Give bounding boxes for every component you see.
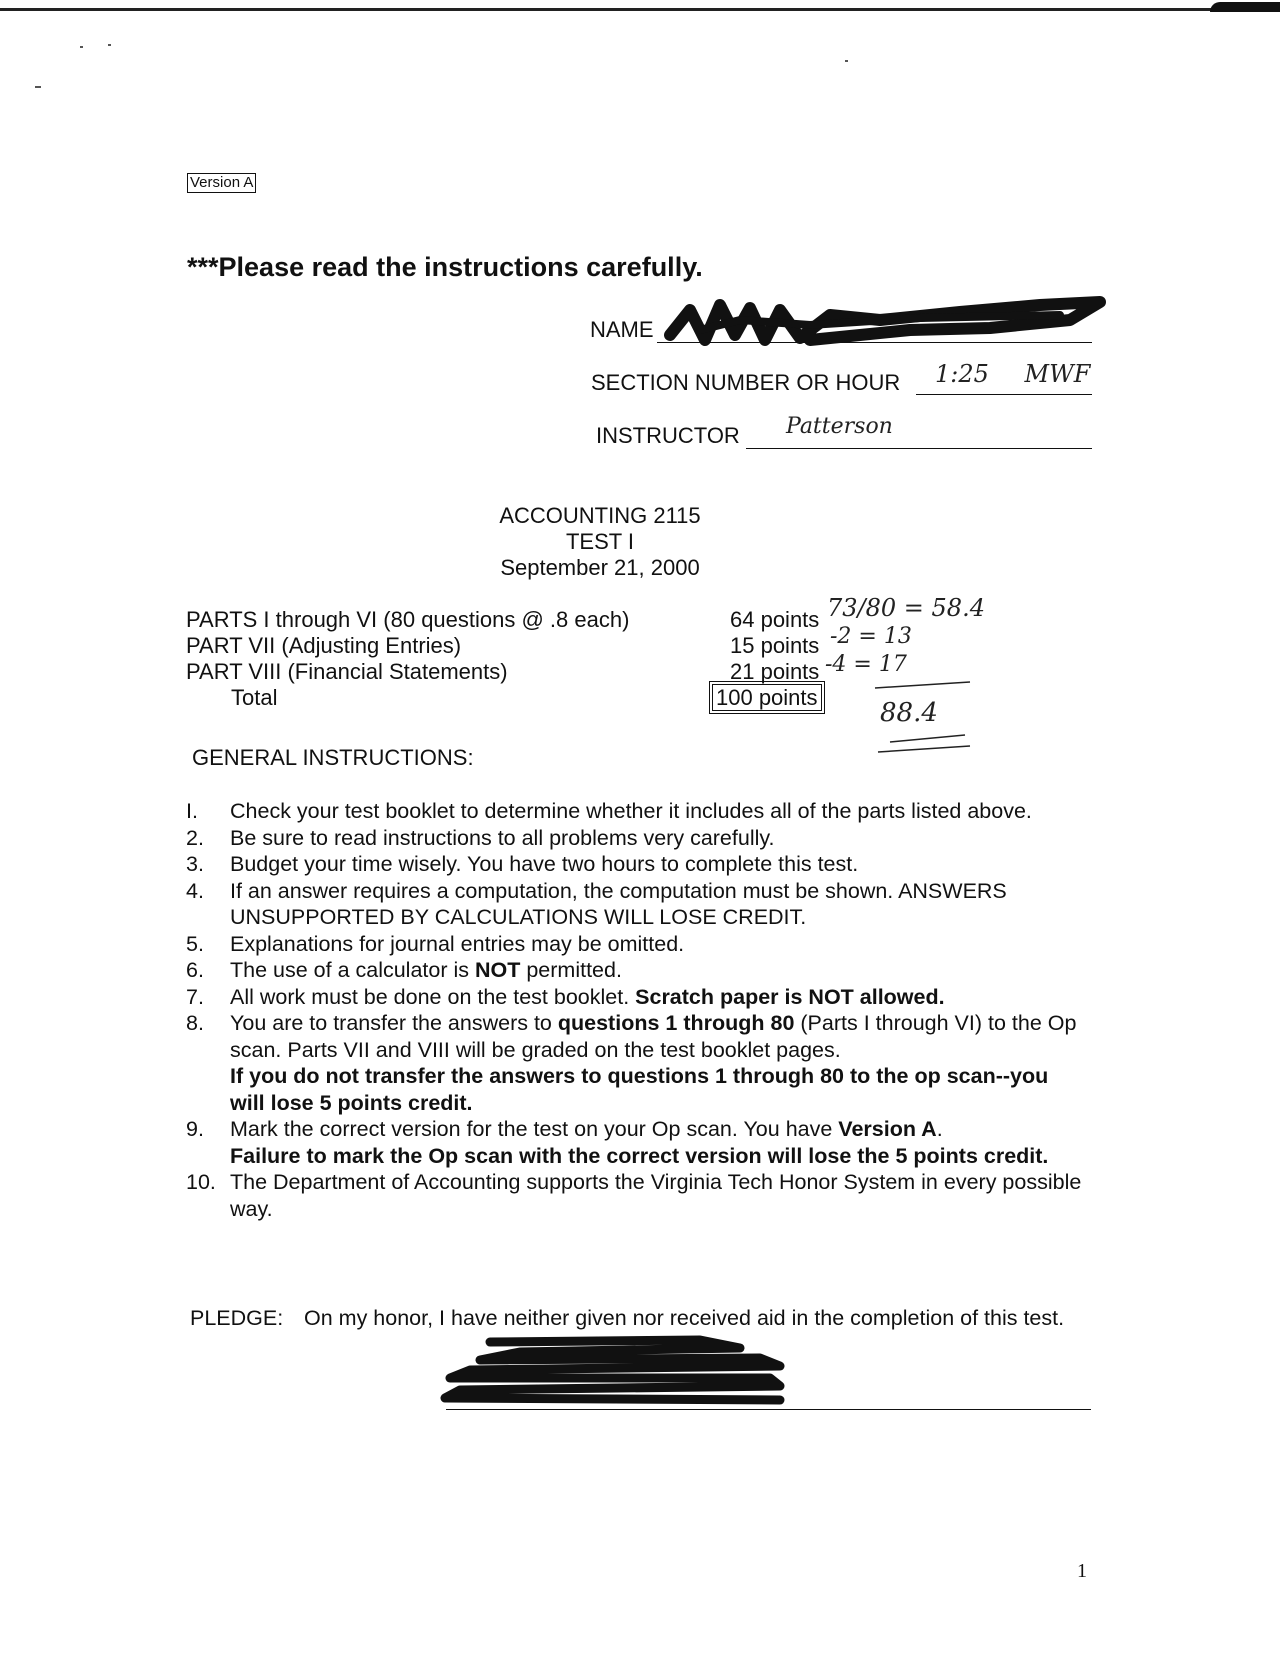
pledge-label: PLEDGE: bbox=[190, 1306, 284, 1330]
item-text-emphasis: Scratch paper is NOT allowed. bbox=[635, 984, 945, 1009]
scoring-total-label: Total bbox=[231, 685, 278, 710]
scan-speck bbox=[80, 46, 83, 48]
list-item bbox=[186, 957, 1086, 984]
item-text: Explanations for journal entries may be omitted. bbox=[230, 931, 685, 956]
instructor-underline bbox=[746, 448, 1092, 449]
grader-mark-2: -2 = 13 bbox=[830, 624, 912, 649]
item-text bbox=[230, 1116, 1086, 1169]
scoring-parts bbox=[186, 607, 629, 711]
item-text: Budget your time wisely. You have two hours to complete this test. bbox=[230, 852, 859, 876]
list-item bbox=[186, 1010, 1086, 1116]
section-underline bbox=[916, 394, 1092, 395]
section-value: 1:25 MWF bbox=[935, 360, 1091, 388]
top-border-mark bbox=[1210, 2, 1280, 12]
top-border-line bbox=[0, 8, 1280, 11]
name-redaction-scribble bbox=[660, 290, 1120, 360]
list-item bbox=[186, 798, 1086, 825]
item-text-part: You are to transfer the answers to bbox=[230, 1011, 558, 1035]
scoring-points-1: 64 points bbox=[730, 607, 820, 632]
item-number: 2. bbox=[186, 825, 204, 850]
item-text-warning: If you do not transfer the answers to questions 1 through 80 to the op scan--you will lose 5 points credit. bbox=[230, 1064, 1049, 1115]
signature-redaction-scribble bbox=[440, 1330, 800, 1410]
item-text-part: All work must be done on the test booklet. bbox=[230, 984, 636, 1009]
pledge-text: On my honor, I have neither given nor received aid in the completion of this test. bbox=[304, 1306, 1065, 1330]
test-date: September 21, 2000 bbox=[500, 555, 700, 580]
item-number: 8. bbox=[186, 1011, 204, 1035]
item-text-part: The use of a calculator is bbox=[230, 958, 475, 982]
list-item bbox=[186, 825, 1086, 852]
scoring-points-2: 15 points bbox=[730, 633, 820, 658]
item-number: 7. bbox=[186, 984, 204, 1009]
grader-mark-3: -4 = 17 bbox=[825, 652, 907, 677]
item-text-emphasis: questions 1 through 80 bbox=[557, 1011, 795, 1035]
item-text-part: (Parts I through VI) to the Op scan. Parts VII and VIII will be graded on the test booklet pages. bbox=[230, 1011, 1077, 1062]
page-number: 1 bbox=[1077, 1560, 1087, 1582]
instructor-value: Patterson bbox=[786, 414, 893, 439]
pledge bbox=[190, 1305, 1090, 1331]
page-headline: ***Please read the instructions carefully. bbox=[187, 252, 703, 282]
grader-mark-1: 73/80 = 58.4 bbox=[827, 594, 985, 622]
item-text-warning: Failure to mark the Op scan with the correct version will lose the 5 points credit. bbox=[230, 1143, 1049, 1168]
instructor-label: INSTRUCTOR bbox=[596, 423, 740, 448]
scan-speck bbox=[108, 44, 111, 46]
test-title: TEST I bbox=[565, 529, 635, 554]
item-text bbox=[230, 957, 1086, 984]
item-text: Be sure to read instructions to all problems very carefully. bbox=[230, 825, 775, 850]
scoring-points-3: 21 points bbox=[730, 659, 820, 684]
item-number: 3. bbox=[186, 852, 204, 876]
item-text: If an answer requires a computation, the computation must be shown. ANSWERS UNSUPPORTED BY CALCULATIONS WILL LOSE CREDIT. bbox=[230, 878, 1007, 929]
item-number: 4. bbox=[186, 878, 204, 903]
name-label: NAME bbox=[590, 317, 654, 342]
section-label: SECTION NUMBER OR HOUR bbox=[591, 370, 901, 395]
signature-line bbox=[446, 1409, 1091, 1410]
scoring-points bbox=[716, 607, 822, 711]
item-text-emphasis: NOT bbox=[474, 958, 521, 982]
list-item bbox=[186, 1116, 1086, 1169]
item-text: Check your test booklet to determine whether it includes all of the parts listed above. bbox=[230, 799, 1032, 823]
item-text-part: . bbox=[936, 1117, 943, 1141]
item-text-part: Mark the correct version for the test on your Op scan. You have bbox=[230, 1117, 839, 1141]
instructions-list bbox=[186, 798, 1086, 1222]
item-number: 9. bbox=[186, 1117, 204, 1141]
list-item bbox=[186, 984, 1086, 1011]
scoring-total-points: 100 points bbox=[712, 684, 822, 711]
item-text bbox=[230, 984, 1086, 1011]
item-number: 10. bbox=[186, 1170, 216, 1194]
exam-title bbox=[0, 503, 1280, 581]
list-item bbox=[186, 1169, 1086, 1222]
scoring-part-3: PART VIII (Financial Statements) bbox=[186, 659, 508, 684]
list-item bbox=[186, 851, 1086, 878]
grader-total-mark: 88.4 bbox=[880, 698, 938, 728]
scan-speck bbox=[845, 60, 848, 62]
item-text-emphasis: Version A bbox=[838, 1117, 937, 1141]
item-number: 6. bbox=[186, 958, 204, 982]
list-item bbox=[186, 878, 1086, 931]
item-number: I. bbox=[186, 799, 198, 823]
scoring-part-2: PART VII (Adjusting Entries) bbox=[186, 633, 462, 658]
scoring-part-1: PARTS I through VI (80 questions @ .8 each) bbox=[186, 607, 630, 632]
item-number: 5. bbox=[186, 931, 204, 956]
item-text-part: permitted. bbox=[520, 958, 622, 982]
scan-speck bbox=[35, 86, 41, 88]
instructions-heading: GENERAL INSTRUCTIONS: bbox=[192, 745, 474, 770]
item-text bbox=[230, 1010, 1086, 1116]
list-item bbox=[186, 931, 1086, 958]
course-title: ACCOUNTING 2115 bbox=[499, 503, 701, 528]
version-label: Version A bbox=[187, 173, 256, 193]
item-text: The Department of Accounting supports the Virginia Tech Honor System in every possible way. bbox=[230, 1170, 1082, 1221]
